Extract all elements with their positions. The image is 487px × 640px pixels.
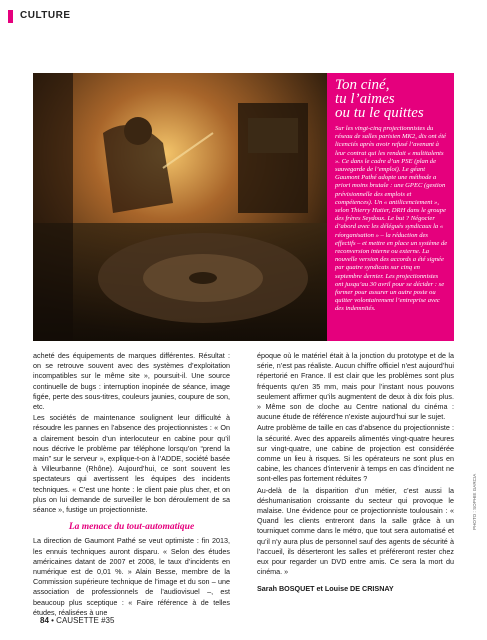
paragraph: Les sociétés de maintenance soulignent leur difficulté à résoudre les pannes en l’absence des projectionnistes : « On a clairement besoin d’un interlocuteur en cabine pour qu’il nous décrive le problème par téléphone lorsqu’on “prend la main” sur le serveur », explique-t-on à l’ADDE, société basée à Villeurbanne (Rhône). Aujourd’hui, ce sont souvent les spectateurs qui avertissent les équipes des incidents techniques. « C’est une honte : le client paie plus cher, et on plus on lui demande de surveiller le bon déroulement de sa séance », fustige un projectionniste. (33, 413, 230, 515)
article-photo (33, 73, 327, 341)
paragraph: acheté des équipements de marques différentes. Résultat : on se retrouve souvent avec des systèmes d’exploitation incompatibles sur le même site », poursuit-il. Une source continuelle de bugs : interruption inopinée de séance, image figée, perte des sous-titres, couleurs jaunies, coupure de son, etc. (33, 351, 230, 412)
footer-separator: • (51, 616, 57, 625)
sidebar-title-line: tu l’aimes (335, 91, 395, 107)
section-marker (8, 10, 13, 23)
paragraph: Au-delà de la disparition d’un métier, c’est aussi la déshumanisation croissante du secteur qui provoque le malaise. Une évidence pour ce projectionniste toulousain : « Quand les clients entreront dans la salle grâce à un tourniquet comme dans le métro, que tout sera automatisé et qu’il n’y aura plus de personnel sauf des agents de sécurité à l’accueil, ils déserteront les salles et préféreront rester chez eux pour regarder un DVD entre amis. Ce sera la mort du cinéma. » (257, 485, 454, 577)
paragraph: époque où le matériel était à la jonction du prototype et de la série, n’est pas réaliste. Aucun chiffre officiel n’est aujourd’hui répertorié en France. Il est clair que les problèmes sont plus fréquents qu’en 35 mm, mais pour l’instant nous pouvons seulement affirmer qu’ils augmentent de deux à dix fois plus. » Même son de cloche au Centre national du cinéma : aucune étude de référence n’existe aujourd’hui sur le sujet. (257, 351, 454, 422)
photo-credit: PHOTO : SOPHIE GARCIA (472, 473, 477, 530)
article-column-left (33, 351, 230, 619)
sidebar-title (335, 78, 448, 120)
sidebar-title-line: ou tu le quittes (335, 105, 424, 121)
author-signature: Sarah BOSQUET et Louise DE CRISNAY (257, 584, 394, 594)
subheading: La menace du tout-automatique (68, 522, 195, 533)
page-number: 84 (40, 616, 49, 625)
sidebar-title-line: Ton ciné, (335, 77, 390, 93)
magazine-issue: CAUSETTE #35 (56, 616, 115, 625)
paragraph: Autre problème de taille en cas d’absence du projectionniste : la sécurité. Avec des appareils alimentés vingt-quatre heures sur vingt-quatre, une cabine de projection est considérée comme un lieu à risques. Si les opérateurs ne sont plus en cabine, les chances d’intervenir à temps en cas d’incident ne sont-elles pas fortement réduites ? (257, 423, 454, 484)
sidebar-text: Sur les vingt-cinq projectionnistes du réseau de salles parisien MK2, dix ont été licenciés après avoir refusé l’avenant à leur contrat qui les rendait « multitalents ». Ce dans le cadre d’un PSE (plan de sauvegarde de l’emploi). Le géant Gaumont Pathé adopte une méthode a priori moins brutale : une GPEC (gestion prévisionnelle des emplois et compétences). Un « antilicenciement », selon Thierry Hatier, DRH dans le groupe des frères Seydoux. Le but ? Négocier d’abord avec les délégués syndicaux la « réorganisation » – la réduction des effectifs – et mettre en place un système de reconversion interne ou externe. La nouvelle version des accords a été signée par quatre syndicats sur cinq en septembre dernier. Les projectionnistes ont jusqu’au 30 avril pour se décider : se former pour assurer un autre poste ou quitter volontairement l’entreprise avec des indemnités. (335, 125, 448, 313)
paragraph: La direction de Gaumont Pathé se veut optimiste : fin 2013, les ennuis techniques auront disparu. « Selon des études américaines datant de 2007 et 2008, le taux d’incidents en numérique est de 0,01 %. » Alain Besse, membre de la Commission supérieure technique de l’image et du son – une association de professionnels de l’audiovisuel –, est beaucoup plus sceptique : « Faire référence à de telles études, réalisées à une (33, 536, 230, 617)
page-footer (40, 616, 114, 625)
projection-room-photo (33, 73, 327, 341)
article-column-right (257, 351, 454, 596)
sidebar-box (327, 73, 454, 341)
section-label: CULTURE (20, 10, 71, 21)
